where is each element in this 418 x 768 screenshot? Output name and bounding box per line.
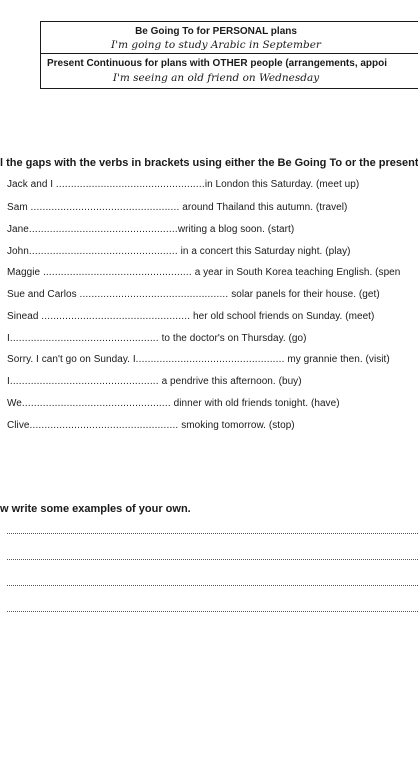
item-text-before: Sue and Carlos — [7, 289, 80, 300]
answer-gap[interactable]: .................................................. — [9, 376, 159, 387]
other-plans-example: I'm seeing an old friend on Wednesday — [112, 72, 320, 84]
item-text-before: Clive — [7, 420, 30, 431]
item-text-after: a pendrive this afternoon. (buy) — [158, 376, 302, 387]
item-text-before: Maggie — [7, 267, 43, 278]
answer-gap[interactable]: .................................................. — [55, 179, 205, 190]
item-text-after: her old school friends on Sunday. (meet) — [190, 311, 375, 322]
personal-plans-title: Be Going To for PERSONAL plans — [135, 26, 297, 37]
writing-line[interactable] — [7, 585, 418, 586]
gap-fill-item — [7, 179, 359, 190]
answer-gap[interactable]: .................................................. — [9, 333, 159, 344]
item-text-before: Sorry. I can't go on Sunday. I — [7, 354, 136, 365]
item-text-after: to the doctor's on Thursday. (go) — [158, 333, 307, 344]
grammar-reference-box — [40, 21, 418, 89]
personal-plans-row — [41, 22, 418, 54]
item-text-before: We — [7, 398, 22, 409]
item-text-before: Jane — [7, 224, 29, 235]
other-plans-row — [41, 54, 418, 88]
item-text-after: my grannie then. (visit) — [284, 354, 390, 365]
item-text-after: solar panels for their house. (get) — [228, 289, 380, 300]
gap-fill-item — [7, 376, 302, 387]
item-text-after: smoking tomorrow. (stop) — [178, 420, 295, 431]
answer-gap[interactable]: .................................................. — [28, 224, 178, 235]
other-plans-title: Present Continuous for plans with OTHER people (arrangements, appoi — [47, 58, 388, 69]
item-text-after: in London this Saturday. (meet up) — [204, 179, 360, 190]
answer-gap[interactable]: .................................................. — [30, 202, 180, 213]
item-text-after: in a concert this Saturday night. (play) — [177, 246, 351, 257]
answer-gap[interactable]: .................................................. — [29, 420, 179, 431]
gap-fill-item — [7, 267, 400, 278]
answer-gap[interactable]: .................................................. — [135, 354, 285, 365]
gap-fill-item — [7, 246, 351, 257]
writing-line[interactable] — [7, 559, 418, 560]
gap-fill-item — [7, 398, 340, 409]
writing-line[interactable] — [7, 611, 418, 612]
answer-gap[interactable]: .................................................. — [21, 398, 171, 409]
item-text-after: writing a blog soon. (start) — [177, 224, 295, 235]
answer-gap[interactable]: .................................................. — [42, 267, 192, 278]
gap-fill-item — [7, 333, 307, 344]
gap-fill-item — [7, 289, 380, 300]
item-text-before: John — [7, 246, 29, 257]
gap-fill-item — [7, 354, 390, 365]
gap-fill-item — [7, 420, 295, 431]
gap-fill-item — [7, 311, 374, 322]
answer-gap[interactable]: .................................................. — [41, 311, 191, 322]
item-text-before: I — [7, 333, 10, 344]
item-text-before: Sinead — [7, 311, 42, 322]
writing-line[interactable] — [7, 533, 418, 534]
personal-plans-example: I'm going to study Arabic in September — [111, 39, 321, 51]
exercise-2-instruction: w write some examples of your own. — [0, 503, 191, 515]
item-text-before: Jack and I — [7, 179, 56, 190]
item-text-before: Sam — [7, 202, 31, 213]
exercise-1-instruction: l the gaps with the verbs in brackets using either the Be Going To or the present — [0, 157, 418, 169]
gap-fill-item — [7, 224, 294, 235]
item-text-before: I — [7, 376, 10, 387]
answer-gap[interactable]: .................................................. — [79, 289, 229, 300]
item-text-after: dinner with old friends tonight. (have) — [170, 398, 340, 409]
gap-fill-item — [7, 202, 347, 213]
item-text-after: a year in South Korea teaching English. (spen — [191, 267, 401, 278]
answer-gap[interactable]: .................................................. — [28, 246, 178, 257]
item-text-after: around Thailand this autumn. (travel) — [179, 202, 348, 213]
